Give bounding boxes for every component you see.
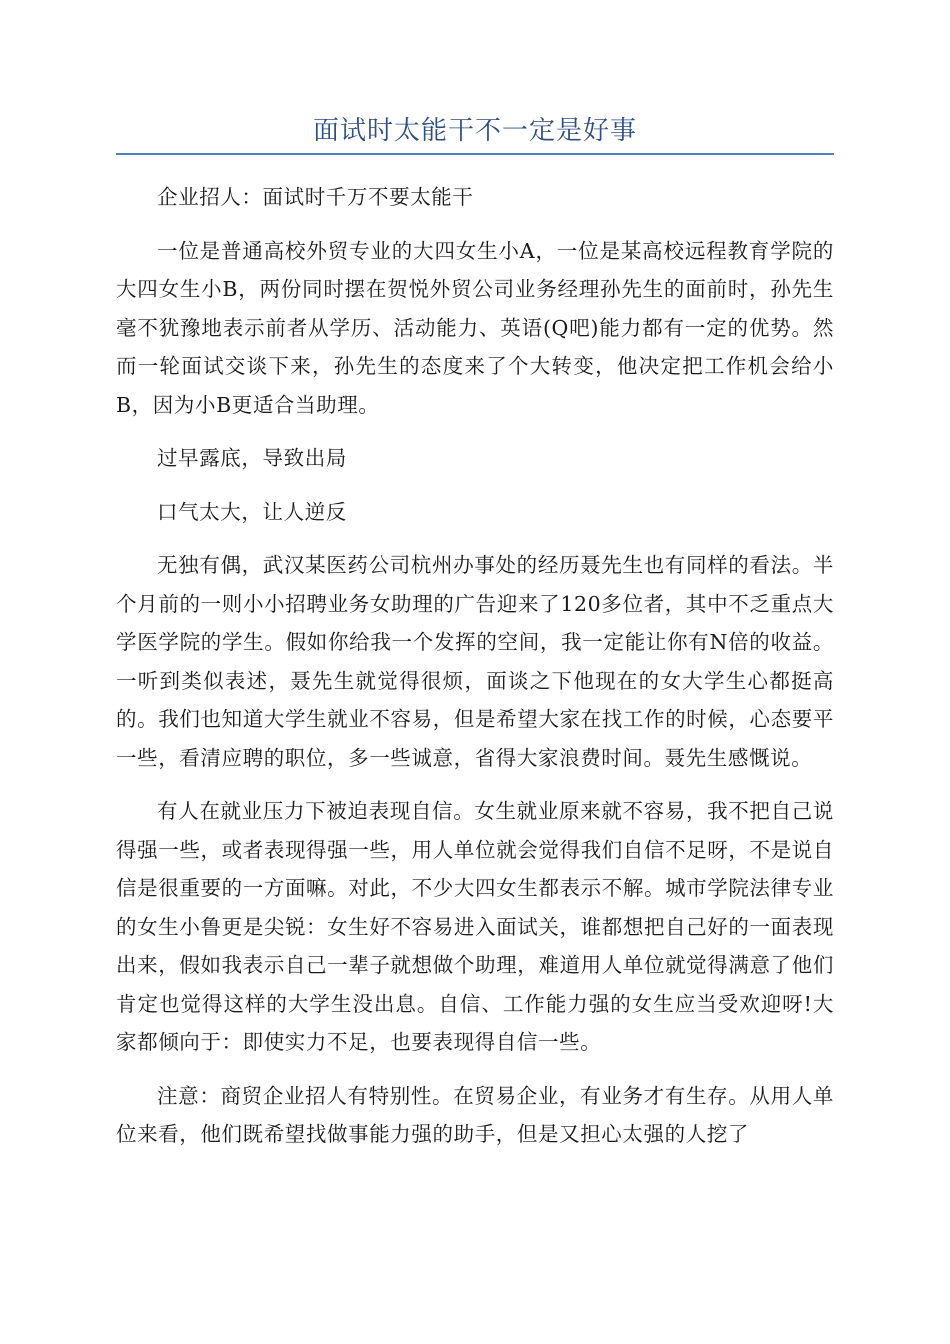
paragraph-subtitle: 企业招人：面试时千万不要太能干: [157, 185, 474, 209]
paragraph-heading: 口气太大，让人逆反: [157, 499, 347, 524]
title-underline: [116, 153, 834, 155]
paragraph: 无独有偶，武汉某医药公司杭州办事处的经历聂先生也有同样的看法。半个月前的一则小小招聘业务女助理的广告迎来了120多位者，其中不乏重点大学医学院的学生。假如你给我一个发挥的空间，我一定能让你有N倍的收益。一听到类似表述，聂先生就觉得很烦，面谈之下他现在的女大学生心都挺高的。我们也知道大学生就业不容易，但是希望大家在找工作的时候，心态要平一些，看清应聘的职位，多一些诚意，省得大家浪费时间。聂先生感慨说。: [116, 553, 834, 770]
paragraph: 注意：商贸企业招人有特别性。在贸易企业，有业务才有生存。从用人单位来看，他们既希望找做事能力强的助手，但是又担心太强的人挖了: [116, 1083, 834, 1146]
paragraph-heading: 过早露底，导致出局: [157, 446, 347, 470]
document-body: [116, 178, 834, 1169]
paragraph: 有人在就业压力下被迫表现自信。女生就业原来就不容易，我不把自己说得强一些，或者表现得强一些，用人单位就会觉得我们自信不足呀，不是说自信是很重要的一方面嘛。对此，不少大四女生都表示不解。城市学院法律专业的女生小鲁更是尖锐：女生好不容易进入面试关，谁都想把自己好的一面表现出来，假如我表示自己一辈子就想做个助理，难道用人单位就觉得满意了他们肯定也觉得这样的大学生没出息。自信、工作能力强的女生应当受欢迎呀!大家都倾向于：即使实力不足，也要表现得自信一些。: [116, 799, 834, 1054]
paragraph: 一位是普通高校外贸专业的大四女生小A，一位是某高校远程教育学院的大四女生小B，两份同时摆在贺悦外贸公司业务经理孙先生的面前时，孙先生毫不犹豫地表示前者从学历、活动能力、英语(Q吧)能力都有一定的优势。然而一轮面试交谈下来，孙先生的态度来了个大转变，他决定把工作机会给小B，因为小B更适合当助理。: [116, 238, 834, 417]
page-title: 面试时太能干不一定是好事: [312, 116, 637, 146]
